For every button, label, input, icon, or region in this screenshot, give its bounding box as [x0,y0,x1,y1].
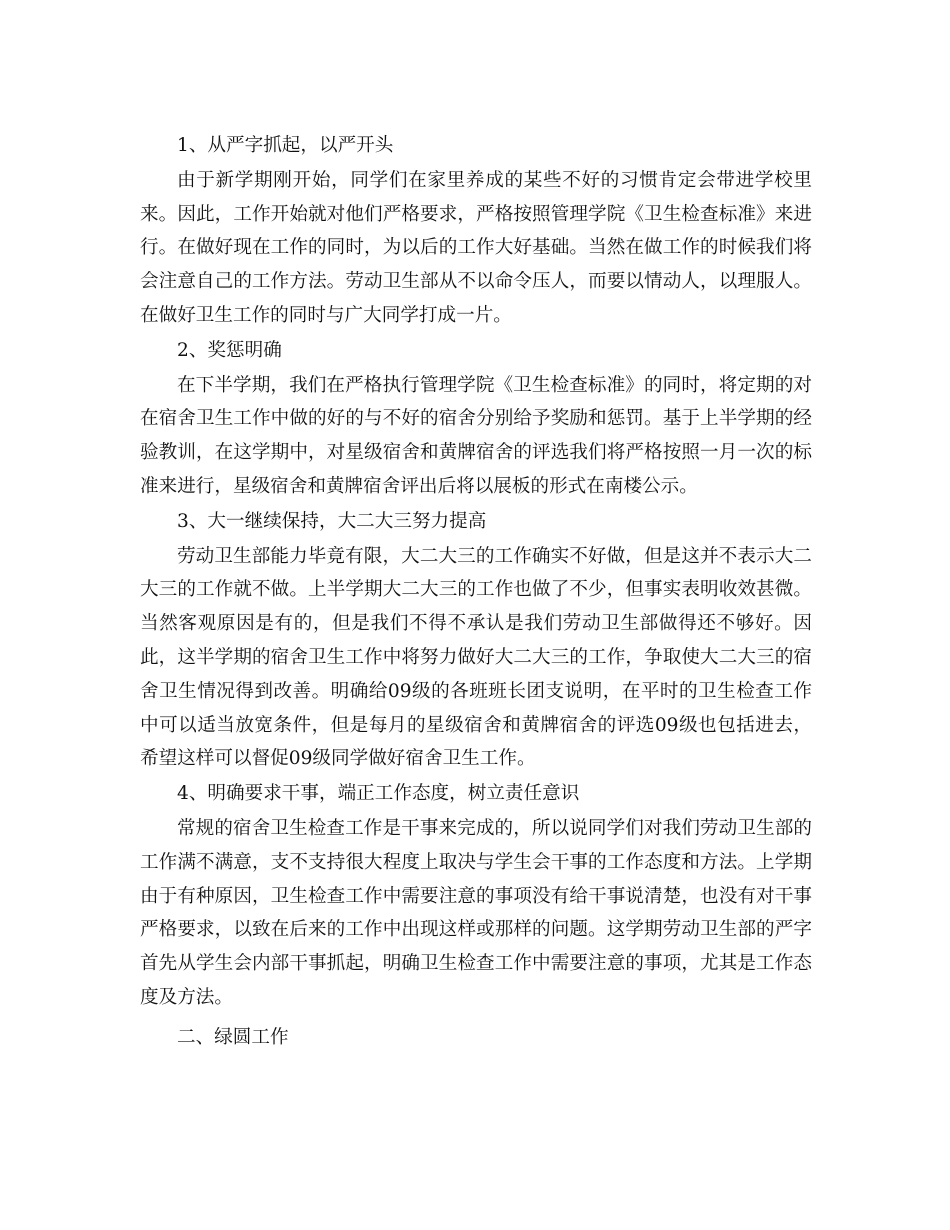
paragraph-strict-start: 由于新学期刚开始，同学们在家里养成的某些不好的习惯肯定会带进学校里来。因此，工作开始就对他们严格要求，严格按照管理学院《卫生检查标准》来进行。在做好现在工作的同时，为以后的工作大好基础。当然在做工作的时候我们将会注意自己的工作方法。劳动卫生部从不以命令压人，而要以情动人，以理服人。在做好卫生工作的同时与广大同学打成一片。 [140,169,812,326]
heading-staff-attitude: 4、明确要求干事，端正工作态度，树立责任意识 [177,783,580,805]
paragraph-rewards-penalties: 在下半学期，我们在严格执行管理学院《卫生检查标准》的同时，将定期的对在宿舍卫生工作中做的好的与不好的宿舍分别给予奖励和惩罚。基于上半学期的经验教训，在这学期中，对星级宿舍和黄牌宿舍的评选我们将严格按照一月一次的标准来进行，星级宿舍和黄牌宿舍评出后将以展板的形式在南楼公示。 [140,374,812,497]
section-heading-greening: 二、绿圆工作 [177,1026,289,1048]
paragraph-freshman-sophomore: 劳动卫生部能力毕竟有限，大二大三的工作确实不好做，但是这并不表示大二大三的工作就不做。上半学期大二大三的工作也做了不少，但事实表明收效甚微。当然客观原因是有的，但是我们不得不承认是我们劳动卫生部做得还不够好。因此，这半学期的宿舍卫生工作中将努力做好大二大三的工作，争取使大二大三的宿舍卫生情况得到改善。明确给09级的各班班长团支说明，在平时的卫生检查工作中可以适当放宽条件，但是每月的星级宿舍和黄牌宿舍的评选09级也包括进去，希望这样可以督促09级同学做好宿舍卫生工作。 [140,545,812,770]
heading-strict-start: 1、从严字抓起，以严开头 [177,135,394,156]
paragraph-staff-attitude: 常规的宿舍卫生检查工作是干事来完成的，所以说同学们对我们劳动卫生部的工作满不满意，支不支持很大程度上取决与学生会干事的工作态度和方法。上学期由于有种原因，卫生检查工作中需要注意的事项没有给干事说清楚，也没有对干事严格要求，以致在后来的工作中出现这样或那样的问题。这学期劳动卫生部的严字首先从学生会内部干事抓起，明确卫生检查工作中需要注意的事项，尤其是工作态度及方法。 [140,817,812,1008]
heading-rewards-penalties: 2、奖惩明确 [177,339,282,361]
heading-freshman-sophomore: 3、大一继续保持，大二大三努力提高 [177,510,487,532]
document-page [140,128,812,1055]
